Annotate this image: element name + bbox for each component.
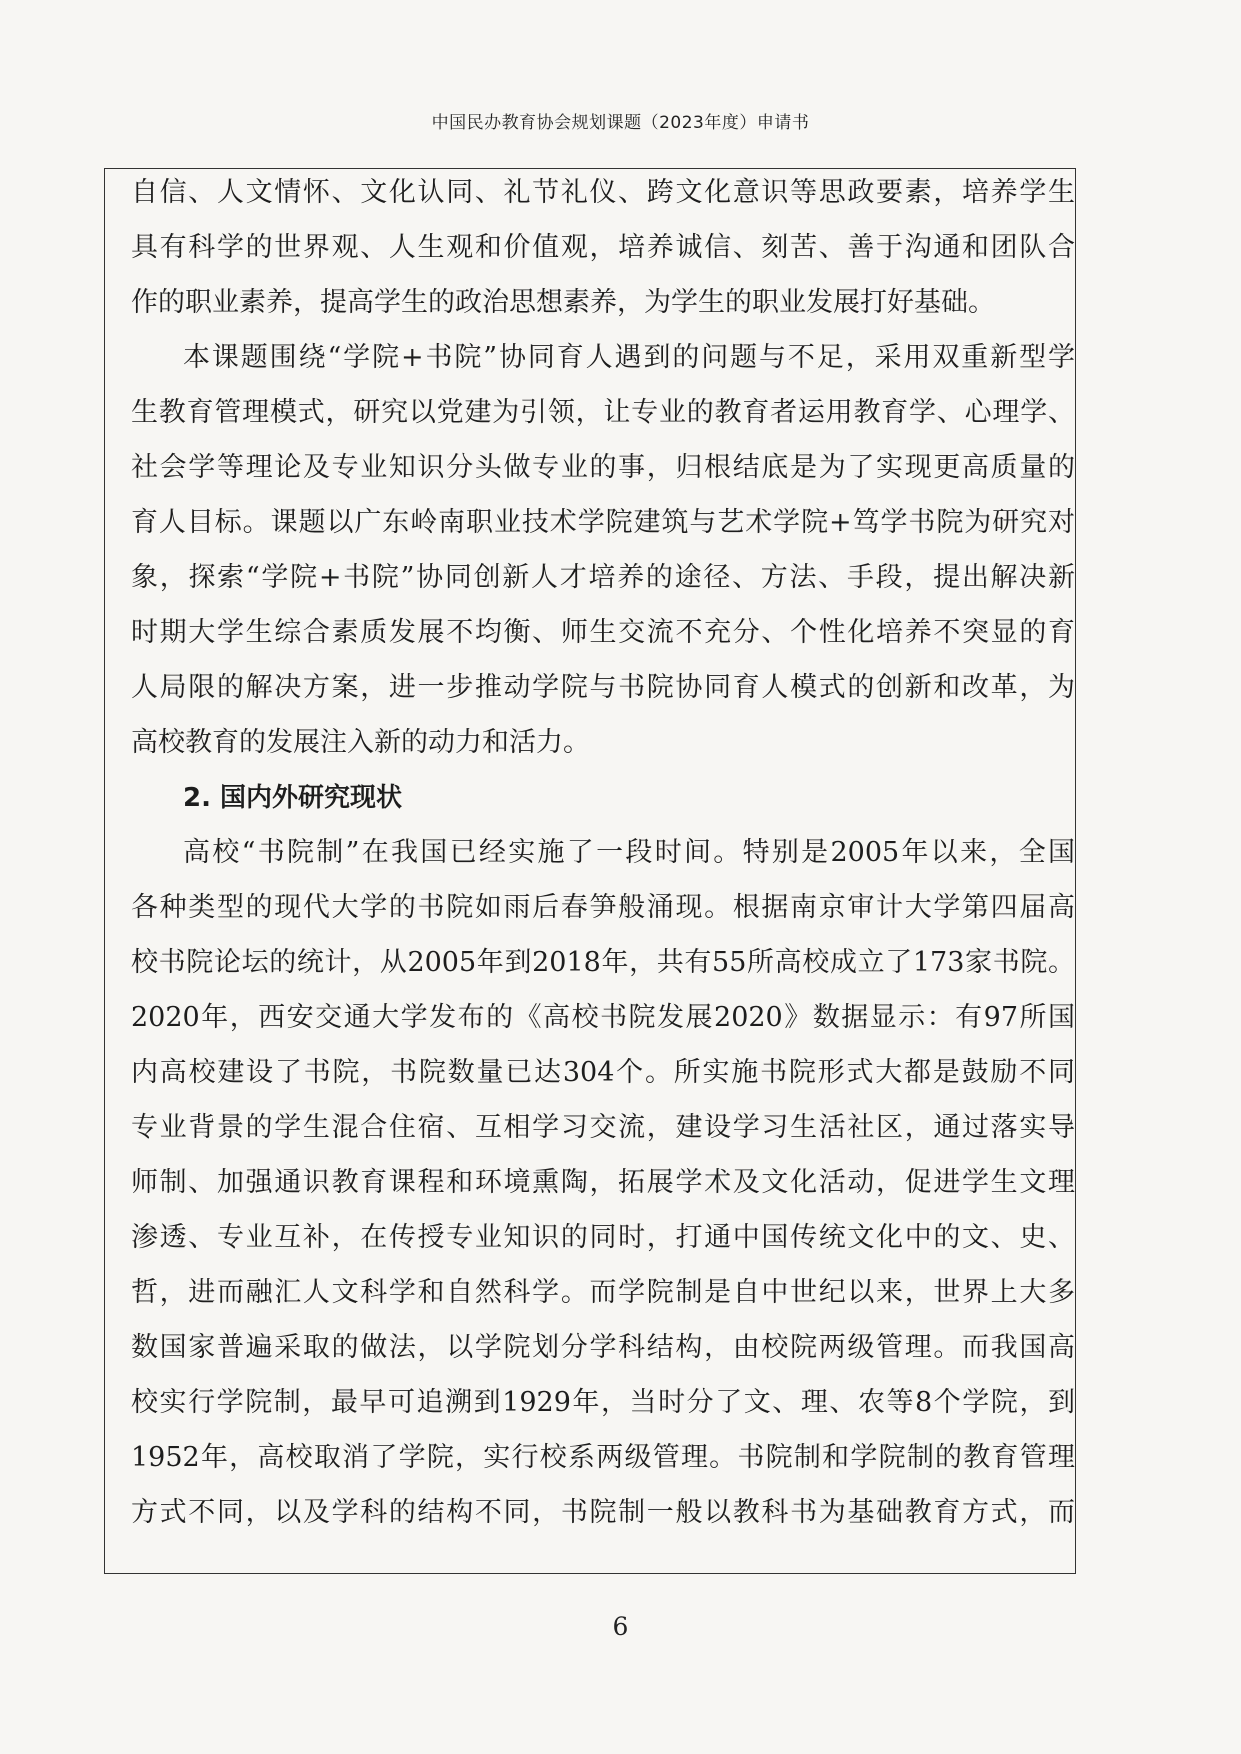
- text-line-23: 校实行学院制，最早可追溯到1929年，当时分了文、理、农等8个学院，到: [131, 1387, 1075, 1418]
- section-heading: 2. 国内外研究现状: [183, 783, 403, 813]
- text-line-13: 高校“书院制”在我国已经实施了一段时间。特别是2005年以来，全国: [183, 837, 1075, 868]
- content-frame: [104, 168, 1076, 1574]
- text-line-5: 生教育管理模式，研究以党建为引领，让专业的教育者运用教育学、心理学、: [131, 397, 1075, 428]
- text-line-2: 具有科学的世界观、人生观和价值观，培养诚信、刻苦、善于沟通和团队合: [131, 232, 1075, 263]
- text-line-24: 1952年，高校取消了学院，实行校系两级管理。书院制和学院制的教育管理: [131, 1442, 1075, 1473]
- text-line-1: 自信、人文情怀、文化认同、礼节礼仪、跨文化意识等思政要素，培养学生: [131, 177, 1075, 208]
- text-line-3: 作的职业素养，提高学生的政治思想素养，为学生的职业发展打好基础。: [131, 287, 995, 318]
- text-line-10: 人局限的解决方案，进一步推动学院与书院协同育人模式的创新和改革，为: [131, 672, 1075, 703]
- text-line-16: 2020年，西安交通大学发布的《高校书院发展2020》数据显示：有97所国: [131, 1002, 1075, 1033]
- text-line-22: 数国家普遍采取的做法，以学院划分学科结构，由校院两级管理。而我国高: [131, 1332, 1075, 1363]
- text-line-20: 渗透、专业互补，在传授专业知识的同时，打通中国传统文化中的文、史、: [131, 1222, 1075, 1253]
- text-line-25: 方式不同，以及学科的结构不同，书院制一般以教科书为基础教育方式，而: [131, 1497, 1075, 1528]
- text-line-9: 时期大学生综合素质发展不均衡、师生交流不充分、个性化培养不突显的育: [131, 617, 1075, 648]
- document-header-title: 中国民办教育协会规划课题（2023年度）申请书: [431, 113, 810, 133]
- text-line-19: 师制、加强通识教育课程和环境熏陶，拓展学术及文化活动，促进学生文理: [131, 1167, 1075, 1198]
- text-line-4: 本课题围绕“学院+书院”协同育人遇到的问题与不足，采用双重新型学: [183, 342, 1075, 373]
- text-line-21: 哲，进而融汇人文科学和自然科学。而学院制是自中世纪以来，世界上大多: [131, 1277, 1075, 1308]
- text-line-7: 育人目标。课题以广东岭南职业技术学院建筑与艺术学院+笃学书院为研究对: [131, 507, 1075, 538]
- text-line-18: 专业背景的学生混合住宿、互相学习交流，建设学习生活社区，通过落实导: [131, 1112, 1075, 1143]
- text-line-15: 校书院论坛的统计，从2005年到2018年，共有55所高校成立了173家书院。: [131, 947, 1075, 978]
- page-number: 6: [612, 1612, 629, 1641]
- text-line-14: 各种类型的现代大学的书院如雨后春笋般涌现。根据南京审计大学第四届高: [131, 892, 1075, 923]
- text-line-17: 内高校建设了书院，书院数量已达304个。所实施书院形式大都是鼓励不同: [131, 1057, 1075, 1088]
- text-line-8: 象，探索“学院+书院”协同创新人才培养的途径、方法、手段，提出解决新: [131, 562, 1075, 593]
- text-line-11: 高校教育的发展注入新的动力和活力。: [131, 727, 590, 758]
- text-line-6: 社会学等理论及专业知识分头做专业的事，归根结底是为了实现更高质量的: [131, 452, 1075, 483]
